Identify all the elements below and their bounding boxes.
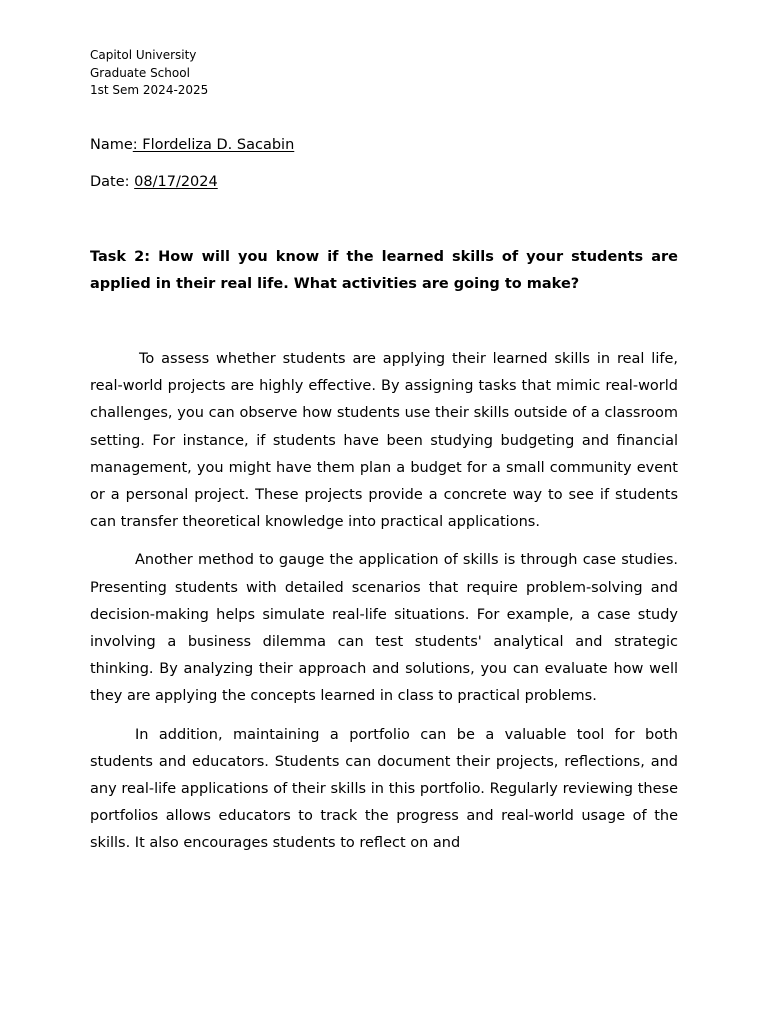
school-name: Graduate School [90,65,190,80]
university-name: Capitol University [90,48,197,62]
document-header [90,47,208,100]
task-heading: Task 2: How will you know if the learned skills of your students are applied in their real life. What activities are going to make? [90,249,678,292]
date-value: 08/17/2024 [134,174,218,190]
essay-body [90,346,678,869]
name-field [90,135,294,155]
paragraph-portfolio: In addition, maintaining a portfolio can be a valuable tool for both students and educators. Students can document their projects, reflections, and any real-life applications of their skills in this portfolio. Regularly reviewing these portfolios allows educators to track the progress and real-world usage of the skills. It also encourages students to reflect on and [90,726,678,852]
paragraph-case-studies: Another method to gauge the application of skills is through case studies. Presenting students with detailed scenarios that require problem-solving and decision-making helps simulate real-life situations. For example, a case study involving a business dilemma can test students' analytical and strategic thinking. By analyzing their approach and solutions, you can evaluate how well they are applying the concepts learned in class to practical problems. [90,552,678,705]
name-label: Name [90,137,133,153]
paragraph-real-world-projects: To assess whether students are applying their learned skills in real life, real-world projects are highly effective. By assigning tasks that mimic real-world challenges, you can observe how students use their skills outside of a classroom setting. For instance, if students have been studying budgeting and financial management, you might have them plan a budget for a small community event or a personal project. These projects provide a concrete way to see if students can transfer theoretical knowledge into practical applications. [90,351,678,531]
name-value: : Flordeliza D. Sacabin [132,137,295,153]
date-field [90,172,218,192]
date-label: Date: [90,174,135,190]
semester-label: 1st Sem 2024-2025 [90,83,209,97]
